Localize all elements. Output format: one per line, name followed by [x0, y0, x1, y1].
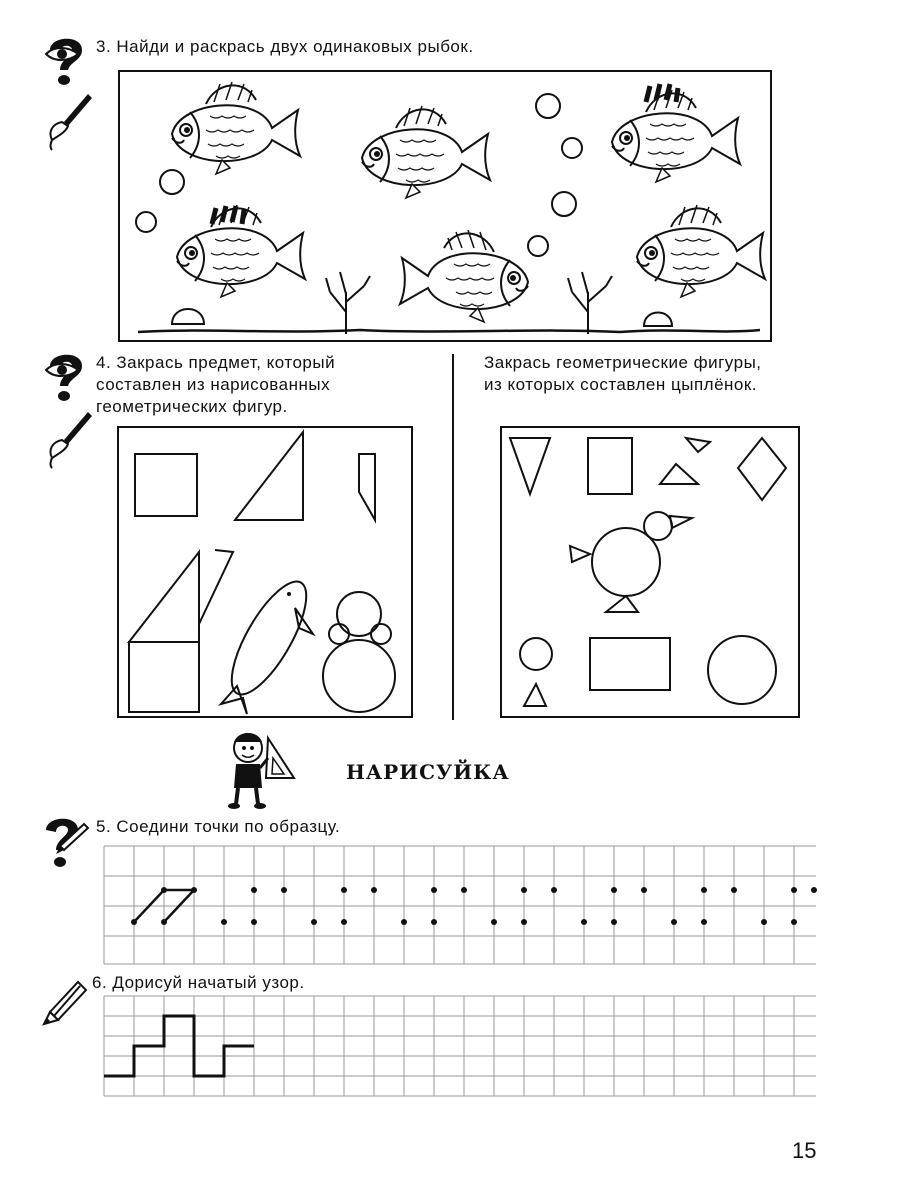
pencil-question-icon-task5 [40, 812, 90, 874]
task4b-line-1: Закрась геометрические фигуры, [484, 353, 762, 372]
section-title: НАРИСУЙКА [346, 760, 510, 784]
task4b-text [484, 352, 762, 396]
task4-text [96, 352, 335, 418]
task4b-chick-frame [500, 426, 800, 718]
boy-with-ruler-icon [220, 728, 300, 810]
paintbrush-icon-task3 [44, 92, 94, 152]
page-number: 15 [792, 1138, 817, 1163]
task4-shapes-frame [117, 426, 413, 718]
task3-text: 3. Найди и раскрась двух одинаковых рыбок. [96, 37, 474, 56]
task4-line-2: составлен из нарисованных [96, 375, 331, 394]
question-icon-task4 [44, 348, 88, 406]
task4-line-3: геометрических фигур. [96, 397, 288, 416]
task5-text: 5. Соедини точки по образцу. [96, 817, 341, 836]
question-icon-task3 [44, 32, 88, 90]
task5-dot-grid [100, 842, 820, 964]
pencil-icon-task6 [40, 976, 90, 1026]
column-divider [452, 354, 454, 720]
task4b-line-2: из которых составлен цыплёнок. [484, 375, 758, 394]
task3-fish-frame [118, 70, 772, 342]
paintbrush-icon-task4 [44, 410, 94, 470]
task4-line-1: 4. Закрась предмет, который [96, 353, 336, 372]
task6-text: 6. Дорисуй начатый узор. [92, 973, 305, 992]
task6-pattern-grid [100, 994, 820, 1098]
